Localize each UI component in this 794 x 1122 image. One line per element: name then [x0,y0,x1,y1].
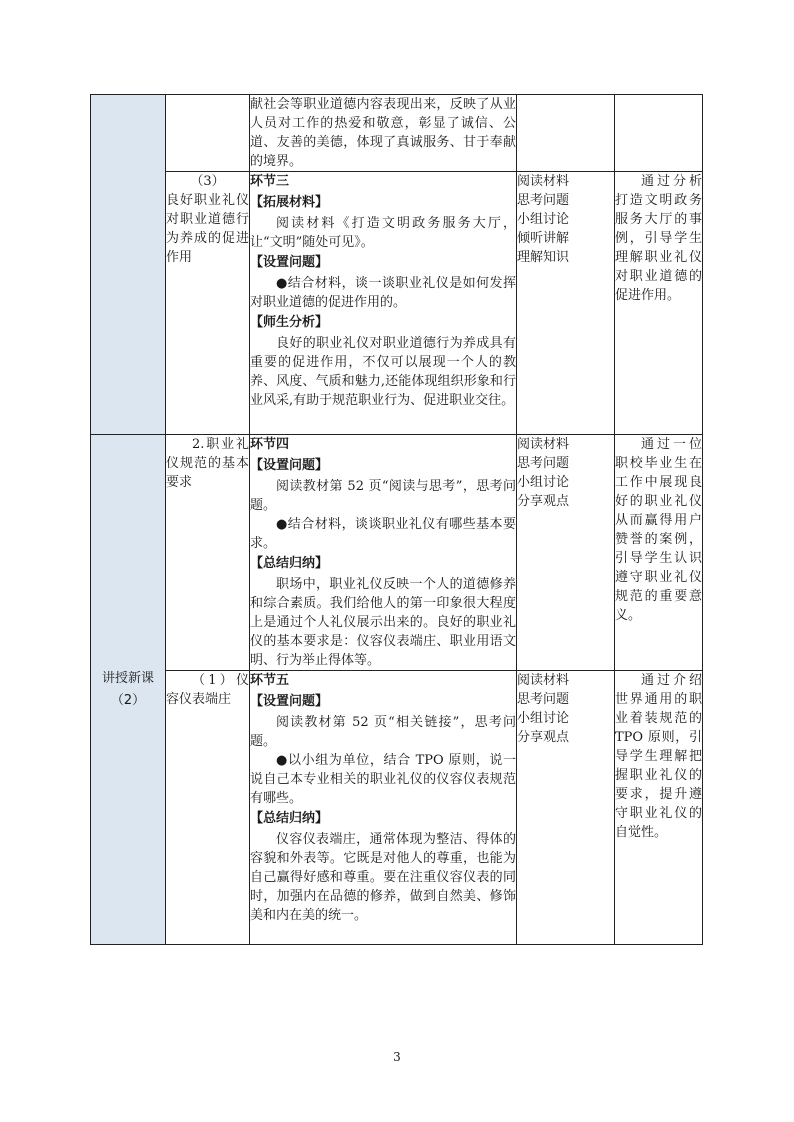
content-text: 职场中，职业礼仪反映一个人的道德修养和综合素质。我们给他人的第一印象很大程度上是通过个人礼仪展示出来的。良好的职业礼仪的基本要求是：仪容仪表端庄、职业用语文明、行为举止得体等。 [250,577,516,668]
method-cell [517,671,615,945]
method-cell [517,172,615,435]
content-text: ●以小组为单位，结合 TPO 原则，说一说自己本专业相关的职业礼仪的仪容仪表规范有哪些。 [250,753,516,806]
stage-cell [91,435,166,945]
purpose-cell [615,95,703,172]
section-tag: 【师生分析】 [250,315,329,330]
method-item: 倾听讲解 [517,231,570,246]
section-tag: 【设置问题】 [250,255,329,270]
content-text: 献社会等职业道德内容表现出来，反映了从业人员对工作的热爱和敬意，彰显了诚信、公道、友善的美德，体现了真诚服务、甘于奉献的境界。 [250,97,516,169]
content-cell [250,671,517,945]
topic-number: （3） [190,174,225,189]
method-item: 阅读材料 [517,437,570,452]
method-item: 理解知识 [517,250,570,265]
purpose-cell [615,435,703,671]
topic-cell [166,671,250,945]
topic-text: 良好职业礼仪对职业道德行为养成的促进作用 [166,193,249,265]
topic-cell [166,95,250,172]
content-text: 良好的职业礼仪对职业道德行为养成具有重要的促进作用，不仅可以展现一个人的教养、风度、气质和魅力,还能体现组织形象和行业风采,有助于规范职业行为、促进职业交往。 [250,336,516,408]
method-item: 阅读材料 [517,174,570,189]
table-row [91,435,703,671]
purpose-cell [615,671,703,945]
table-row [91,95,703,172]
content-cell [250,95,517,172]
section-heading: 环节五 [250,673,290,688]
section-tag: 【拓展材料】 [250,195,329,210]
topic-cell [166,435,250,671]
page-number: 3 [393,1050,401,1064]
section-tag: 【设置问题】 [250,694,329,709]
method-item: 思考问题 [517,456,570,471]
purpose-text: 通过介绍世界通用的职业着装规范的 TPO 原则，引导学生理解把握职业礼仪的要求，提升遵守职业礼仪的自觉性。 [615,673,702,840]
topic-text: 2.职业礼仪规范的基本要求 [166,437,249,490]
topic-text: （1）仪容仪表端庄 [166,673,249,707]
content-text: ●结合材料，谈一谈职业礼仪是如何发挥对职业道德的促进作用的。 [250,276,516,310]
section-heading: 环节三 [250,174,290,189]
table-row [91,172,703,435]
method-item: 分享观点 [517,730,570,745]
purpose-text: 通过一位职校毕业生在工作中展现良好的职业礼仪从而赢得用户赞誉的案例，引导学生认识遵守职业礼仪规范的重要意义。 [615,437,702,623]
content-text: 阅读教材第 52 页“阅读与思考”，思考问题。 [250,479,516,513]
purpose-cell [615,172,703,435]
stage-number: （2） [110,692,146,708]
content-text: ●结合材料，谈谈职业礼仪有哪些基本要求。 [250,517,516,551]
method-cell [517,435,615,671]
method-cell [517,95,615,172]
content-text: 仪容仪表端庄，通常体现为整洁、得体的容貌和外表等。它既是对他人的尊重，也能为自己赢得好感和尊重。要在注重仪容仪表的同时，加强内在品德的修养，做到自然美、修饰美和内在美的统一。 [250,832,516,923]
stage-cell-continued [91,95,166,435]
method-item: 小组讨论 [517,711,570,726]
method-item: 分享观点 [517,494,570,509]
section-heading: 环节四 [250,437,290,452]
method-item: 小组讨论 [517,475,570,490]
table-row [91,671,703,945]
content-cell [250,435,517,671]
section-tag: 【设置问题】 [250,458,329,473]
method-item: 思考问题 [517,193,570,208]
section-tag: 【总结归纳】 [250,811,329,826]
section-tag: 【总结归纳】 [250,556,329,571]
content-text: 阅读材料《打造文明政务服务大厅，让“文明”随处可见》。 [250,216,516,250]
topic-cell [166,172,250,435]
stage-title: 讲授新课 [101,670,154,686]
content-cell [250,172,517,435]
lesson-plan-table [90,94,703,945]
method-item: 阅读材料 [517,673,570,688]
purpose-text: 通过分析打造文明政务服务大厅的事例，引导学生理解职业礼仪对职业道德的促进作用。 [615,174,702,303]
content-text: 阅读教材第 52 页“相关链接”，思考问题。 [250,715,516,749]
method-item: 小组讨论 [517,212,570,227]
method-item: 思考问题 [517,692,570,707]
